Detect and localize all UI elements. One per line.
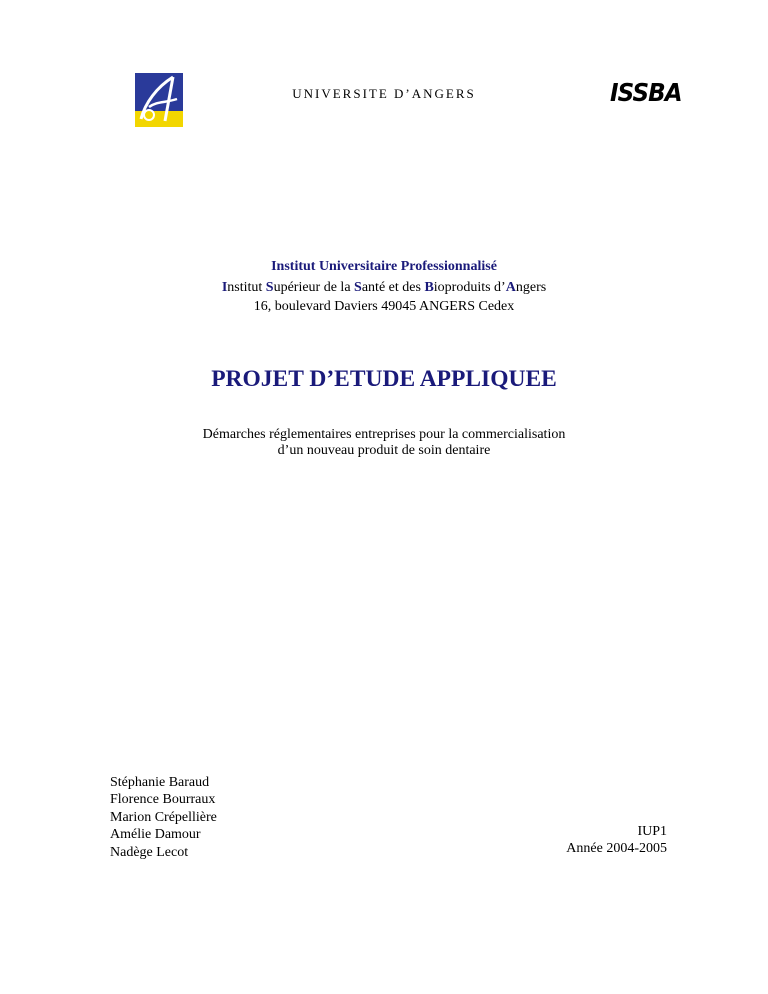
name-fragment: ioproduits d’: [433, 280, 506, 295]
initial-letter: I: [221, 280, 228, 295]
academic-year: Année 2004-2005: [566, 841, 667, 857]
institute-title: Institut Universitaire Professionnalisé: [271, 259, 497, 274]
project-subtitle-line-2: d’un nouveau produit de soin dentaire: [277, 443, 491, 458]
authors-list: [110, 774, 217, 861]
project-subtitle-line-1: Démarches réglementaires entreprises pour la commercialisation: [202, 427, 566, 442]
initial-letter: S: [265, 280, 274, 295]
name-fragment: nstitut: [227, 280, 266, 295]
author-name: Stéphanie Baraud: [110, 775, 210, 790]
institute-full-name: [0, 280, 768, 296]
author-name: Marion Crépellière: [110, 809, 217, 825]
author-name: Nadège Lecot: [110, 844, 189, 860]
institute-address: 16, boulevard Daviers 49045 ANGERS Cedex: [253, 299, 515, 314]
project-title: PROJET D’ETUDE APPLIQUEE: [211, 366, 557, 392]
author-name: Florence Bourraux: [110, 792, 216, 808]
initial-letter: A: [505, 280, 516, 295]
name-fragment: anté et des: [361, 280, 425, 295]
author-name: Amélie Damour: [110, 827, 201, 843]
name-fragment: upérieur de la: [273, 280, 355, 295]
program-year-block: [566, 823, 667, 858]
university-name: UNIVERSITE D’ANGERS: [292, 86, 476, 101]
program-label: IUP1: [637, 824, 667, 839]
initial-letter: B: [424, 280, 434, 295]
initial-letter: S: [354, 280, 362, 295]
name-fragment: ngers: [515, 280, 547, 295]
issba-logo: ISSBA: [610, 78, 682, 107]
